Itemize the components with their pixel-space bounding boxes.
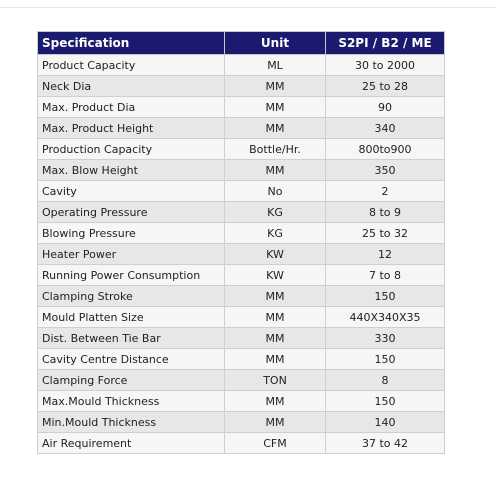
cell-unit: ML — [225, 55, 326, 76]
cell-unit: MM — [225, 97, 326, 118]
cell-specification: Blowing Pressure — [38, 223, 225, 244]
cell-specification: Product Capacity — [38, 55, 225, 76]
cell-unit: KW — [225, 265, 326, 286]
cell-specification: Heater Power — [38, 244, 225, 265]
table-row — [38, 433, 445, 454]
cell-specification: Neck Dia — [38, 76, 225, 97]
cell-specification: Mould Platten Size — [38, 307, 225, 328]
cell-specification: Clamping Force — [38, 370, 225, 391]
cell-unit: MM — [225, 118, 326, 139]
cell-specification: Cavity Centre Distance — [38, 349, 225, 370]
cell-unit: No — [225, 181, 326, 202]
table-header-row — [38, 32, 445, 55]
table-row — [38, 181, 445, 202]
cell-value: 30 to 2000 — [326, 55, 445, 76]
cell-value: 150 — [326, 349, 445, 370]
cell-value: 8 — [326, 370, 445, 391]
cell-value: 330 — [326, 328, 445, 349]
table-row — [38, 118, 445, 139]
cell-specification: Running Power Consumption — [38, 265, 225, 286]
table-row — [38, 160, 445, 181]
table-row — [38, 265, 445, 286]
cell-value: 8 to 9 — [326, 202, 445, 223]
table-row — [38, 349, 445, 370]
cell-unit: KW — [225, 244, 326, 265]
table-row — [38, 76, 445, 97]
table-row — [38, 286, 445, 307]
specification-table — [37, 31, 445, 454]
cell-value: 12 — [326, 244, 445, 265]
cell-specification: Operating Pressure — [38, 202, 225, 223]
cell-value: 90 — [326, 97, 445, 118]
table-row — [38, 391, 445, 412]
cell-specification: Max. Product Height — [38, 118, 225, 139]
table-row — [38, 97, 445, 118]
cell-value: 25 to 32 — [326, 223, 445, 244]
cell-specification: Dist. Between Tie Bar — [38, 328, 225, 349]
cell-specification: Min.Mould Thickness — [38, 412, 225, 433]
cell-specification: Clamping Stroke — [38, 286, 225, 307]
table-row — [38, 370, 445, 391]
top-divider — [0, 7, 496, 8]
cell-specification: Production Capacity — [38, 139, 225, 160]
table-row — [38, 223, 445, 244]
header-unit: Unit — [225, 32, 326, 55]
cell-unit: TON — [225, 370, 326, 391]
table-row — [38, 202, 445, 223]
table-row — [38, 55, 445, 76]
cell-unit: MM — [225, 307, 326, 328]
table-body — [38, 55, 445, 454]
cell-value: 440X340X35 — [326, 307, 445, 328]
cell-value: 7 to 8 — [326, 265, 445, 286]
cell-value: 800to900 — [326, 139, 445, 160]
cell-specification: Max. Blow Height — [38, 160, 225, 181]
cell-unit: CFM — [225, 433, 326, 454]
cell-specification: Max. Product Dia — [38, 97, 225, 118]
table-row — [38, 328, 445, 349]
table-row — [38, 412, 445, 433]
table-row — [38, 307, 445, 328]
cell-unit: MM — [225, 160, 326, 181]
cell-unit: MM — [225, 391, 326, 412]
header-specification: Specification — [38, 32, 225, 55]
cell-value: 150 — [326, 286, 445, 307]
cell-unit: MM — [225, 349, 326, 370]
cell-unit: MM — [225, 76, 326, 97]
cell-unit: MM — [225, 286, 326, 307]
cell-specification: Cavity — [38, 181, 225, 202]
cell-value: 140 — [326, 412, 445, 433]
cell-specification: Max.Mould Thickness — [38, 391, 225, 412]
cell-value: 37 to 42 — [326, 433, 445, 454]
cell-unit: KG — [225, 223, 326, 244]
header-model: S2PI / B2 / ME — [326, 32, 445, 55]
cell-value: 150 — [326, 391, 445, 412]
cell-value: 2 — [326, 181, 445, 202]
cell-unit: KG — [225, 202, 326, 223]
cell-unit: MM — [225, 328, 326, 349]
table-row — [38, 139, 445, 160]
cell-specification: Air Requirement — [38, 433, 225, 454]
cell-value: 350 — [326, 160, 445, 181]
cell-unit: Bottle/Hr. — [225, 139, 326, 160]
table-row — [38, 244, 445, 265]
cell-value: 25 to 28 — [326, 76, 445, 97]
cell-unit: MM — [225, 412, 326, 433]
cell-value: 340 — [326, 118, 445, 139]
